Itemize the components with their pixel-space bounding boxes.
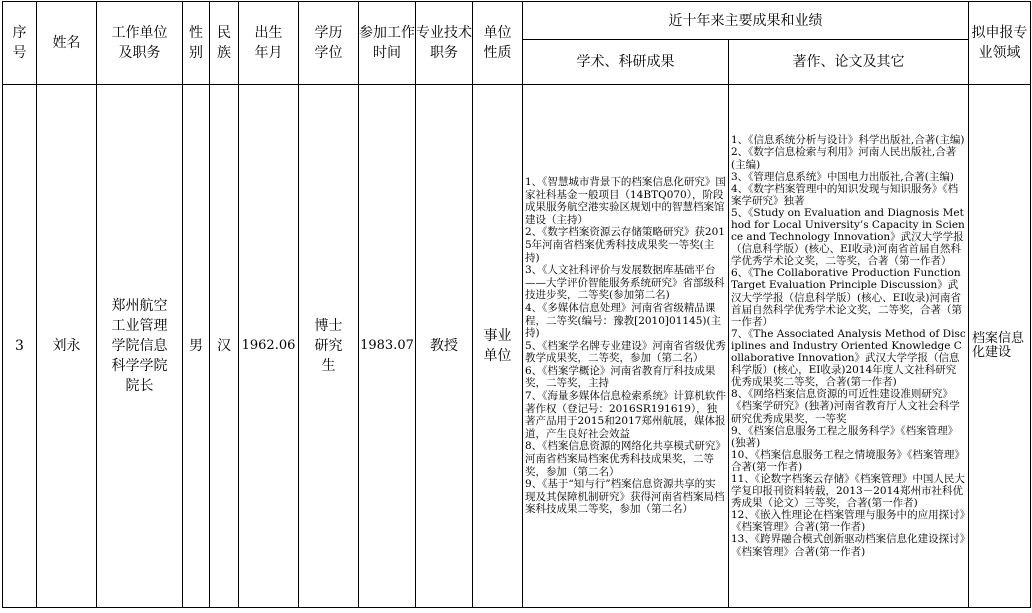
works-item-11: 11、《论数字档案云存储》《档案管理》中国人民大学复印报刊资料转载，2013－2014郑州市社科优秀成果（论文）三等奖，合著(第一作者) <box>731 472 965 510</box>
cell-seq: 3 <box>3 85 37 608</box>
cell-birth: 1962.06 <box>239 85 299 608</box>
academic-item-2: 2、《数字档案资源云存储策略研究》获2015年河南省档案优秀科技成果奖一等奖(主持) <box>525 226 725 264</box>
academic-item-1: 1、《智慧城市背景下的档案信息化研究》国家社科基金一般项目（14BTQ070），阶段成果服务航空港实验区规划中的智慧档案馆建设（主持） <box>525 175 726 226</box>
works-item-2: 2、《数字信息检索与利用》河南人民出版社,合著(主编) <box>731 146 957 171</box>
academic-item-6: 6、《档案学概论》河南省教育厅科技成果奖，二等奖，主持 <box>525 364 716 390</box>
header-works: 著作、论文及其它 <box>729 40 969 85</box>
cell-name: 刘永 <box>37 85 97 608</box>
header-achievements-group: 近十年来主要成果和业绩 <box>523 2 969 40</box>
header-birth: 出生年月 <box>239 2 299 85</box>
works-item-5: 5、《Study on Evaluation and Diagnosis Method for Local University’s Capacity in Science and Technology Innovation》武汉大学学报（信息科学版）(核心、EI收录)河南省首届自然科学优秀学术论文奖，二等奖，合著（第一作者） <box>731 206 965 268</box>
header-work-start: 参加工作时间 <box>359 2 416 85</box>
cell-academic <box>523 85 729 608</box>
works-item-7: 7、《The Associated Analysis Method of Disciplines and Industry Oriented Knowledge Collaborative Innovation》武汉大学学报（信息科学版）(核心，EI收录)2014年度人文社科研究优秀成果奖二等奖，合著(第一作者) <box>731 327 966 389</box>
works-item-9: 9、《档案信息服务工程之服务科学》《档案管理》(独著) <box>731 424 959 449</box>
header-seq: 序号 <box>3 2 37 85</box>
cell-ethnicity: 汉 <box>210 85 239 608</box>
cell-work-start: 1983.07 <box>359 85 416 608</box>
works-item-3: 3、《管理信息系统》中国电力出版社,合著(主编) <box>731 170 954 183</box>
academic-item-5: 5、《档案学名牌专业建设》河南省省级优秀教学成果奖，二等奖，参加（第二名） <box>525 339 726 365</box>
header-ethnicity: 民族 <box>210 2 239 85</box>
works-item-13: 13、《跨界融合模式创新驱动档案信息化建设探讨》《档案管理》合著(第一作者) <box>731 533 965 558</box>
works-item-8: 8、《网络档案信息资源的可近性建设准则研究》《档案学研究》(独著)河南省教育厅人文社会科学研究优秀成果奖，一等奖 <box>731 388 960 425</box>
works-item-10: 10、《档案信息服务工程之情境服务》《档案管理》合著(第一作者) <box>731 448 965 473</box>
header-education: 学历学位 <box>299 2 359 85</box>
works-item-6: 6、《The Collaborative Production Function Target Evaluation Principle Discussion》武汉大学学报（信息科学版）(核心、EI收录)河南省首届自然科学优秀学术论文奖，二等奖，合著（第一作者） <box>731 267 962 328</box>
header-title: 专业技术职务 <box>416 2 473 85</box>
header-unit-nature: 单位性质 <box>473 2 523 85</box>
academic-item-8: 8、《档案信息资源的网络化共享模式研究》河南省档案局档案优秀科技成果奖，二等奖，参加（第二名） <box>525 440 726 478</box>
works-item-1: 1、《信息系统分析与设计》科学出版社,合著(主编) <box>731 134 965 147</box>
cell-gender: 男 <box>183 85 210 608</box>
header-field: 拟申报专业领域 <box>969 2 1031 85</box>
cell-education: 博士研究生 <box>299 85 359 608</box>
table-row <box>3 85 1031 608</box>
cell-field: 档案信息化建设 <box>969 85 1031 608</box>
header-row-1 <box>3 2 1031 40</box>
talent-table <box>2 1 1031 608</box>
cell-works <box>729 85 969 608</box>
academic-item-9: 9、《基于“知与行”档案信息资源共享的实现及其保障机制研究》获得河南省档案局档案科技成果二等奖，参加（第二名） <box>525 478 725 516</box>
header-academic: 学术、科研成果 <box>523 40 729 85</box>
academic-item-7: 7、《海量多媒体信息检索系统》计算机软件著作权（登记号：2016SR191619），独著产品用于2015和2017郑州航展，媒体报道，产生良好社会效益 <box>525 390 726 440</box>
cell-unit-nature: 事业单位 <box>473 85 523 608</box>
cell-unit-position: 郑州航空工业管理学院信息科学学院院长 <box>97 85 183 608</box>
cell-title: 教授 <box>416 85 473 608</box>
works-item-4: 4、《数字档案管理中的知识发现与知识服务》《档案学研究》独著 <box>731 182 959 207</box>
header-gender: 性别 <box>183 2 210 85</box>
academic-item-3: 3、《人文社科评价与发展数据库基础平台——大学评价智能服务系统研究》省部级科技进步奖，二等奖(参加第二名) <box>525 264 725 302</box>
header-unit-position: 工作单位及职务 <box>97 2 183 85</box>
academic-item-4: 4、《多媒体信息处理》河南省省级精品课程，二等奖(编号：豫教[2010]01145)(主持) <box>525 301 722 340</box>
works-item-12: 12、《嵌入性理论在档案管理与服务中的应用探讨》《档案管理》合著(第一作者) <box>731 509 965 534</box>
header-name: 姓名 <box>37 2 97 85</box>
